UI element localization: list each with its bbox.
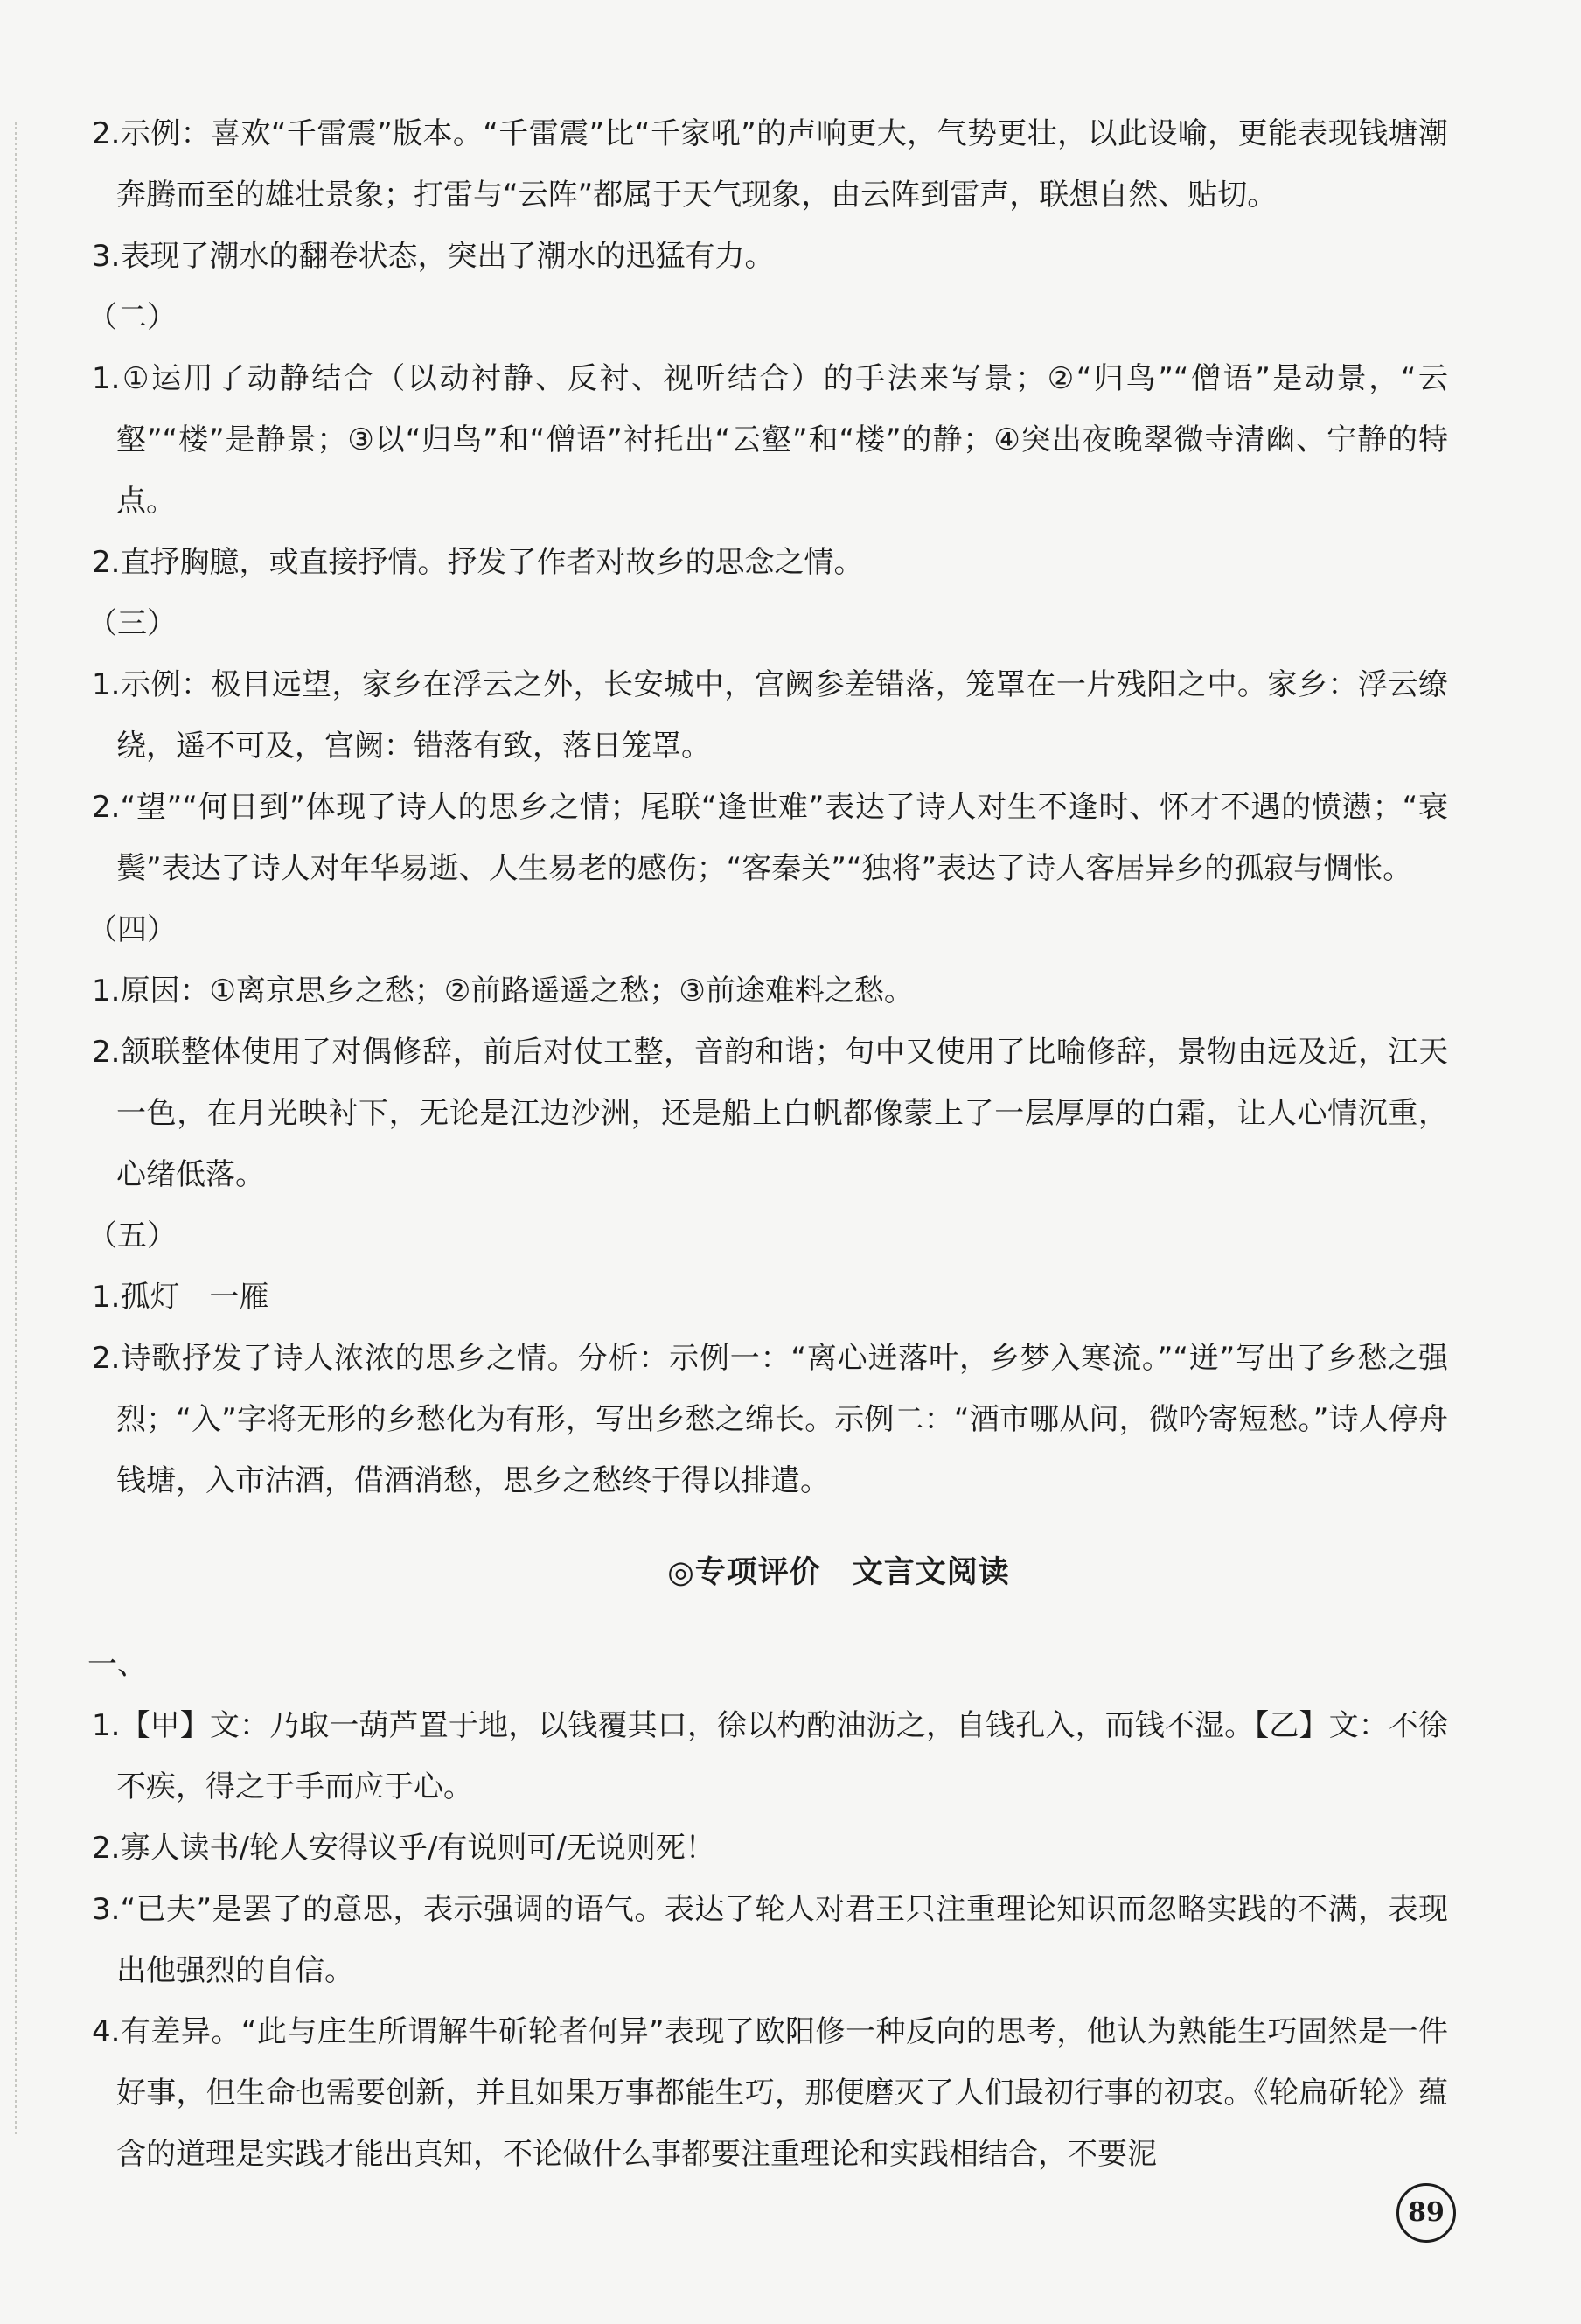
answer-item: 1.①运用了动静结合（以动衬静、反衬、视听结合）的手法来写景；②“归鸟”“僧语”是动景，“云壑”“楼”是静景；③以“归鸟”和“僧语”衬托出“云壑”和“楼”的静；④突出夜晚翠微寺清幽、宁静的特点。 — [92, 361, 1448, 519]
answer-item: 2.诗歌抒发了诗人浓浓的思乡之情。分析：示例一：“离心迸落叶，乡梦入寒流。”“迸”写出了乡愁之强烈；“入”字将无形的乡愁化为有形，写出乡愁之绵长。示例二：“酒市哪从问，微吟寄短愁。”诗人停舟钱塘，入市沽酒，借酒消愁，思乡之愁终于得以排遣。 — [92, 1341, 1448, 1498]
page-content — [0, 103, 1581, 2185]
page-number-badge: 89 — [1396, 2183, 1456, 2243]
section-label: （三） — [87, 606, 177, 641]
answer-item: 2.“望”“何日到”体现了诗人的思乡之情；尾联“逢世难”表达了诗人对生不逢时、怀才不遇的愤懑；“衰鬓”表达了诗人对年华易逝、人生易老的感伤；“客秦关”“独将”表达了诗人客居异乡的孤寂与惆怅。 — [92, 790, 1448, 886]
answer-item: 1.原因：①离京思乡之愁；②前路遥遥之愁；③前途难料之愁。 — [92, 974, 914, 1008]
section-label: 一、 — [87, 1647, 147, 1682]
answer-item: 1.【甲】文：乃取一葫芦置于地，以钱覆其口，徐以杓酌油沥之，自钱孔入，而钱不湿。【乙】文：不徐不疾，得之于手而应于心。 — [92, 1708, 1448, 1804]
answer-item: 1.示例：极目远望，家乡在浮云之外，长安城中，宫阙参差错落，笼罩在一片残阳之中。家乡：浮云缭绕，遥不可及，宫阙：错落有致，落日笼罩。 — [92, 667, 1448, 764]
answer-item: 3.“已夫”是罢了的意思，表示强调的语气。表达了轮人对君王只注重理论知识而忽略实践的不满，表现出他强烈的自信。 — [92, 1892, 1448, 1988]
answer-item: 2.直抒胸臆，或直接抒情。抒发了作者对故乡的思念之情。 — [92, 545, 864, 580]
heading-mark: ◎ — [667, 1555, 695, 1590]
answer-item: 4.有差异。“此与庄生所谓解牛斫轮者何异”表现了欧阳修一种反向的思考，他认为熟能生巧固然是一件好事，但生命也需要创新，并且如果万事都能生巧，那便磨灭了人们最初行事的初衷。《轮扁斫轮》蕴含的道理是实践才能出真知，不论做什么事都要注重理论和实践相结合，不要泥 — [92, 2014, 1448, 2172]
answer-item: 2.示例：喜欢“千雷震”版本。“千雷震”比“千家吼”的声响更大，气势更壮，以此设喻，更能表现钱塘潮奔腾而至的雄壮景象；打雷与“云阵”都属于天气现象，由云阵到雷声，联想自然、贴切。 — [92, 116, 1448, 213]
heading-part1: 专项评价 — [694, 1555, 821, 1590]
section-label: （二） — [87, 300, 177, 335]
answer-item: 3.表现了潮水的翻卷状态，突出了潮水的迅猛有力。 — [92, 239, 775, 274]
answer-item: 1.孤灯 一雁 — [92, 1280, 269, 1315]
answer-item: 2.寡人读书/轮人安得议乎/有说则可/无说则死！ — [92, 1831, 715, 1866]
section-heading — [96, 1542, 1581, 1603]
answer-item: 2.颔联整体使用了对偶修辞，前后对仗工整，音韵和谐；句中又使用了比喻修辞，景物由远及近，江天一色，在月光映衬下，无论是江边沙洲，还是船上白帆都像蒙上了一层厚厚的白霜，让人心情沉重，心绪低落。 — [92, 1035, 1448, 1192]
section-label: （四） — [87, 912, 177, 947]
section-label: （五） — [87, 1218, 177, 1253]
heading-part2: 文言文阅读 — [852, 1555, 1010, 1590]
